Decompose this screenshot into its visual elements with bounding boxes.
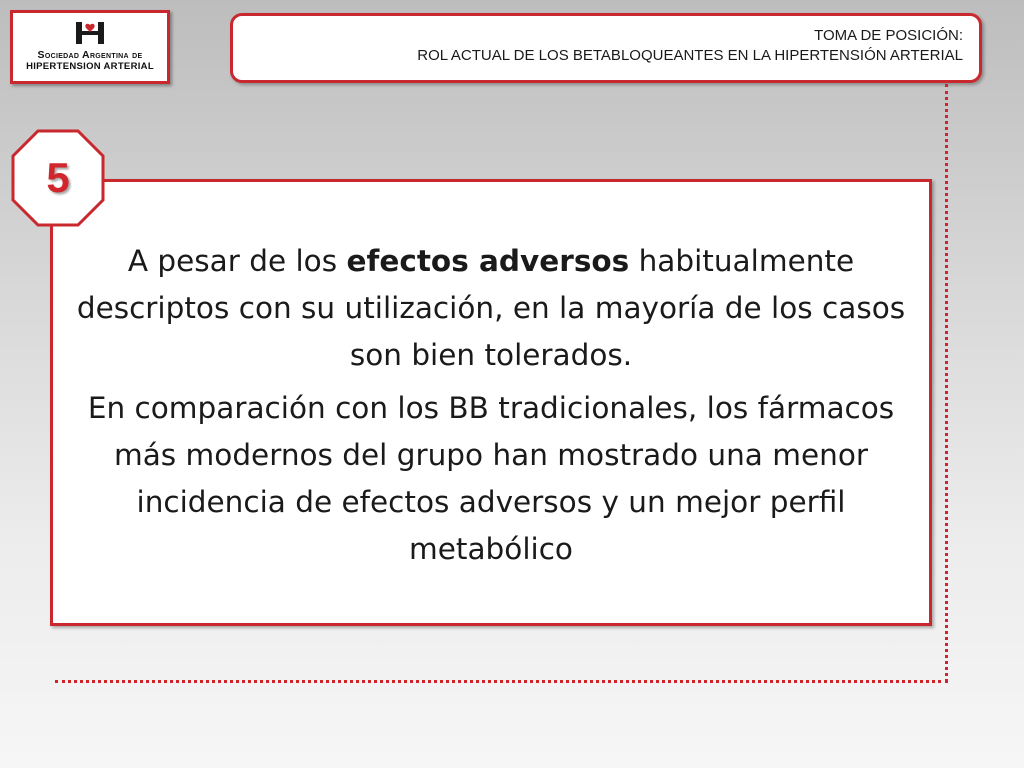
- content-box: [50, 179, 932, 626]
- paragraph-1: [67, 238, 915, 379]
- dotted-divider-vertical: [945, 84, 948, 682]
- paragraph-1-text-b: habitualmente descriptos con su utilización, en la mayoría de los casos son bien tolerados.: [76, 244, 906, 372]
- society-logo: [10, 10, 170, 84]
- paragraph-2: En comparación con los BB tradicionales, los fármacos más modernos del grupo han mostrado una menor incidencia de efectos adversos y un mejor perfil metabólico: [87, 391, 895, 566]
- logo-text-line2: HIPERTENSION ARTERIAL: [26, 61, 154, 72]
- header-title-line1: TOMA DE POSICIÓN:: [814, 27, 963, 44]
- header-title-box: [230, 13, 982, 83]
- slide-number: 5: [46, 154, 70, 201]
- header-title-line2: ROL ACTUAL DE LOS BETABLOQUEANTES EN LA HIPERTENSIÓN ARTERIAL: [417, 47, 963, 64]
- dotted-divider-horizontal: [55, 680, 948, 683]
- logo-text-line1: Sociedad Argentina de: [37, 49, 143, 61]
- paragraph-1-bold: efectos adversos: [346, 244, 630, 278]
- sah-logo-icon: [75, 21, 105, 45]
- paragraph-1-text-a: A pesar de los: [127, 244, 347, 278]
